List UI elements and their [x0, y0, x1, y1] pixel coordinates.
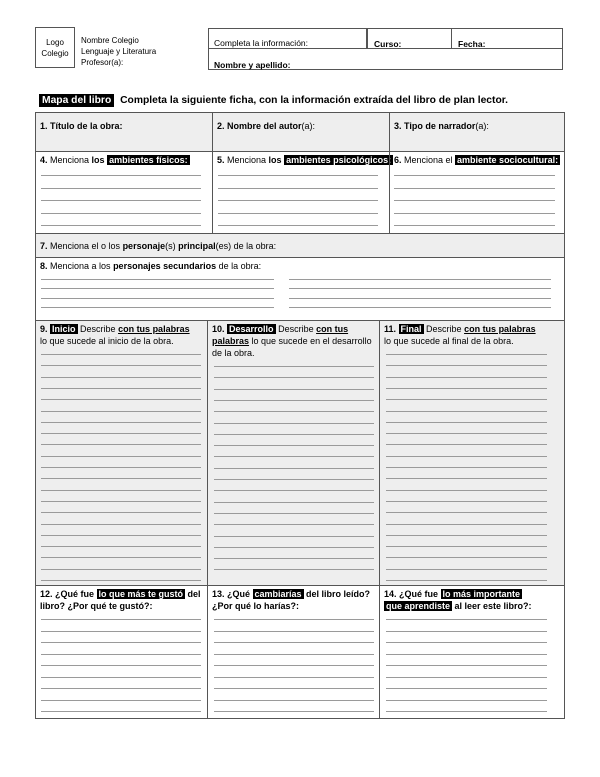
- title-instruction: Completa la siguiente ficha, con la información extraída del libro de plan lector.: [120, 95, 509, 106]
- writing-line: [386, 654, 547, 655]
- writing-line: [41, 524, 201, 525]
- writing-line: [214, 479, 374, 480]
- q14-cell[interactable]: [379, 585, 565, 719]
- q6-highlight: ambiente sociocultural:: [457, 155, 559, 165]
- writing-line: [386, 631, 547, 632]
- writing-line: [214, 700, 374, 701]
- writing-line: [386, 546, 547, 547]
- writing-line: [394, 225, 555, 226]
- q9-text: lo que sucede al inicio de la obra.: [40, 336, 174, 346]
- writing-line: [41, 677, 201, 678]
- writing-line: [214, 547, 374, 548]
- writing-line: [214, 536, 374, 537]
- q12-line2: libro? ¿Por qué te gustó?:: [40, 601, 153, 611]
- q7-num: 7.: [40, 241, 48, 251]
- q5-bold: los: [268, 155, 282, 165]
- q9-underline: con tus palabras: [118, 324, 190, 334]
- writing-line: [214, 389, 374, 390]
- q8-bold: personajes secundarios: [113, 261, 217, 271]
- writing-line: [41, 688, 201, 689]
- writing-line: [218, 225, 378, 226]
- info-prompt-cell: [208, 28, 367, 49]
- writing-line: [394, 188, 555, 189]
- writing-line: [386, 456, 547, 457]
- q7-bold2: principal: [178, 241, 216, 251]
- q4-cell[interactable]: [35, 151, 213, 234]
- writing-line: [386, 665, 547, 666]
- writing-line: [218, 213, 378, 214]
- q2-label: 2. Nombre del autor: [217, 121, 302, 131]
- writing-line: [41, 467, 201, 468]
- q1-label: 1. Título de la obra:: [40, 121, 123, 131]
- q7-mid: (s): [165, 241, 179, 251]
- writing-line: [386, 524, 547, 525]
- q5-highlight: ambientes psicológicos:: [286, 155, 392, 165]
- q8-cell[interactable]: [35, 257, 565, 321]
- q11-pre: Describe: [423, 324, 465, 334]
- school-name: Nombre Colegio: [81, 36, 139, 45]
- fecha-field[interactable]: [451, 28, 563, 49]
- writing-line: [41, 512, 201, 513]
- q4-bold: los: [91, 155, 105, 165]
- writing-line: [289, 298, 551, 299]
- writing-line: [214, 524, 374, 525]
- writing-line: [386, 478, 547, 479]
- writing-line: [289, 307, 551, 308]
- writing-line: [214, 642, 374, 643]
- q14-highlight: lo más importante: [442, 589, 521, 599]
- writing-line: [394, 175, 555, 176]
- q1-cell[interactable]: [35, 112, 213, 152]
- writing-line: [386, 377, 547, 378]
- writing-line: [41, 225, 201, 226]
- writing-line: [41, 411, 201, 412]
- writing-line: [214, 631, 374, 632]
- q3-label: 3. Tipo de narrador: [394, 121, 476, 131]
- writing-line: [214, 366, 374, 367]
- writing-line: [386, 700, 547, 701]
- q6-num: 6.: [394, 155, 402, 165]
- writing-line: [41, 619, 201, 620]
- q14-highlight-2: que aprendiste: [386, 601, 451, 611]
- writing-line: [41, 631, 201, 632]
- q11-num: 11.: [384, 324, 397, 334]
- nombre-field[interactable]: [208, 48, 563, 70]
- q7-bold1: personaje: [122, 241, 166, 251]
- writing-line: [41, 444, 201, 445]
- writing-line: [386, 619, 547, 620]
- writing-line: [41, 654, 201, 655]
- info-prompt: Completa la información:: [214, 38, 309, 48]
- q12-post: del: [185, 589, 201, 599]
- writing-line: [214, 711, 374, 712]
- subject-name: Lenguaje y Literatura: [81, 47, 157, 56]
- writing-line: [386, 467, 547, 468]
- writing-line: [218, 188, 378, 189]
- writing-line: [41, 365, 201, 366]
- q4-pre: Menciona: [47, 155, 92, 165]
- teacher-label: Profesor(a):: [81, 58, 124, 67]
- q4-highlight: ambientes físicos:: [109, 155, 188, 165]
- q12-cell[interactable]: [35, 585, 208, 719]
- writing-line: [386, 688, 547, 689]
- q6-cell[interactable]: [389, 151, 565, 234]
- q9-pre: Describe: [77, 324, 119, 334]
- writing-line: [386, 711, 547, 712]
- writing-line: [386, 399, 547, 400]
- writing-line: [41, 354, 201, 355]
- curso-field[interactable]: [367, 28, 452, 49]
- writing-line: [41, 580, 201, 581]
- writing-line: [386, 501, 547, 502]
- writing-line: [289, 288, 551, 289]
- q13-line2: ¿Por qué lo harías?:: [212, 601, 300, 611]
- q10-num: 10.: [212, 324, 225, 334]
- writing-line: [41, 501, 201, 502]
- writing-line: [214, 423, 374, 424]
- writing-line: [386, 354, 547, 355]
- writing-line: [386, 365, 547, 366]
- q14-post: al leer este libro?:: [452, 601, 532, 611]
- q10-text-2: de la obra.: [212, 348, 255, 358]
- writing-line: [214, 688, 374, 689]
- page-title: [39, 95, 579, 106]
- writing-line: [214, 434, 374, 435]
- q2-cell[interactable]: [212, 112, 390, 152]
- writing-line: [386, 557, 547, 558]
- q13-post: del libro leído?: [303, 589, 371, 599]
- q11-text: lo que sucede al final de la obra.: [384, 336, 514, 346]
- writing-line: [386, 569, 547, 570]
- writing-line: [41, 478, 201, 479]
- writing-line: [386, 580, 547, 581]
- q8-post: de la obra:: [216, 261, 262, 271]
- q13-cell[interactable]: [207, 585, 380, 719]
- writing-line: [41, 213, 201, 214]
- q9-num: 9.: [40, 324, 48, 334]
- writing-line: [41, 200, 201, 201]
- writing-line: [218, 175, 378, 176]
- writing-line: [386, 677, 547, 678]
- q12-pre: 12. ¿Qué fue: [40, 589, 97, 599]
- writing-line: [214, 677, 374, 678]
- q8-pre: Menciona a los: [47, 261, 114, 271]
- writing-line: [41, 288, 274, 289]
- writing-line: [214, 619, 374, 620]
- writing-line: [214, 569, 374, 570]
- writing-line: [386, 422, 547, 423]
- writing-line: [386, 535, 547, 536]
- q7-pre: Menciona el o los: [47, 241, 123, 251]
- writing-line: [214, 502, 374, 503]
- writing-line: [394, 200, 555, 201]
- writing-line: [386, 388, 547, 389]
- q7-cell[interactable]: [35, 233, 565, 258]
- writing-line: [41, 665, 201, 666]
- logo-box: [35, 27, 75, 68]
- writing-line: [41, 399, 201, 400]
- writing-line: [214, 513, 374, 514]
- writing-line: [214, 468, 374, 469]
- writing-line: [289, 279, 551, 280]
- q13-highlight: cambiarías: [254, 589, 302, 599]
- writing-line: [41, 711, 201, 712]
- writing-line: [41, 569, 201, 570]
- q8-num: 8.: [40, 261, 48, 271]
- q10-highlight: Desarrollo: [229, 324, 274, 334]
- q3-cell[interactable]: [389, 112, 565, 152]
- q10-text-1: lo que sucede en el desarrollo: [249, 336, 372, 346]
- q9-highlight: Inicio: [52, 324, 76, 334]
- writing-line: [214, 654, 374, 655]
- writing-line: [41, 557, 201, 558]
- writing-line: [386, 512, 547, 513]
- writing-line: [214, 558, 374, 559]
- q7-post: (es) de la obra:: [215, 241, 277, 251]
- writing-line: [41, 433, 201, 434]
- nombre-label: Nombre y apellido:: [214, 60, 291, 70]
- writing-line: [214, 456, 374, 457]
- q3-suffix: (a):: [475, 121, 489, 131]
- logo-text-1: Logo: [46, 37, 64, 47]
- curso-label: Curso:: [374, 39, 402, 49]
- writing-line: [41, 535, 201, 536]
- writing-line: [41, 175, 201, 176]
- writing-line: [218, 200, 378, 201]
- writing-line: [41, 298, 274, 299]
- writing-line: [41, 642, 201, 643]
- title-badge: Mapa del libro: [39, 94, 114, 107]
- q11-highlight: Final: [400, 324, 422, 334]
- writing-line: [41, 188, 201, 189]
- writing-line: [214, 377, 374, 378]
- writing-line: [214, 411, 374, 412]
- q5-cell[interactable]: [212, 151, 390, 234]
- writing-line: [386, 642, 547, 643]
- q14-pre: 14. ¿Qué fue: [384, 589, 441, 599]
- writing-line: [214, 445, 374, 446]
- writing-line: [394, 213, 555, 214]
- writing-line: [41, 456, 201, 457]
- q12-highlight: lo que más te gustó: [98, 589, 184, 599]
- writing-line: [214, 490, 374, 491]
- q6-pre: Menciona el: [401, 155, 456, 165]
- q4-num: 4.: [40, 155, 48, 165]
- writing-line: [41, 700, 201, 701]
- school-info: [81, 35, 201, 68]
- writing-line: [41, 377, 201, 378]
- writing-line: [386, 433, 547, 434]
- q10-underline-2: palabras: [212, 336, 250, 346]
- writing-line: [41, 490, 201, 491]
- q5-pre: Menciona: [224, 155, 269, 165]
- writing-line: [41, 307, 274, 308]
- writing-line: [41, 279, 274, 280]
- writing-line: [214, 400, 374, 401]
- writing-line: [386, 444, 547, 445]
- writing-line: [41, 388, 201, 389]
- writing-line: [386, 490, 547, 491]
- writing-line: [41, 422, 201, 423]
- fecha-label: Fecha:: [458, 39, 486, 49]
- q11-underline: con tus palabras: [464, 324, 536, 334]
- logo-text-2: Colegio: [41, 48, 69, 58]
- writing-line: [386, 411, 547, 412]
- writing-line: [41, 546, 201, 547]
- q13-pre: 13. ¿Qué: [212, 589, 253, 599]
- q10-pre: Describe: [275, 324, 317, 334]
- q2-suffix: (a):: [301, 121, 316, 131]
- q5-num: 5.: [217, 155, 225, 165]
- writing-line: [214, 665, 374, 666]
- q10-underline-1: con tus: [316, 324, 349, 334]
